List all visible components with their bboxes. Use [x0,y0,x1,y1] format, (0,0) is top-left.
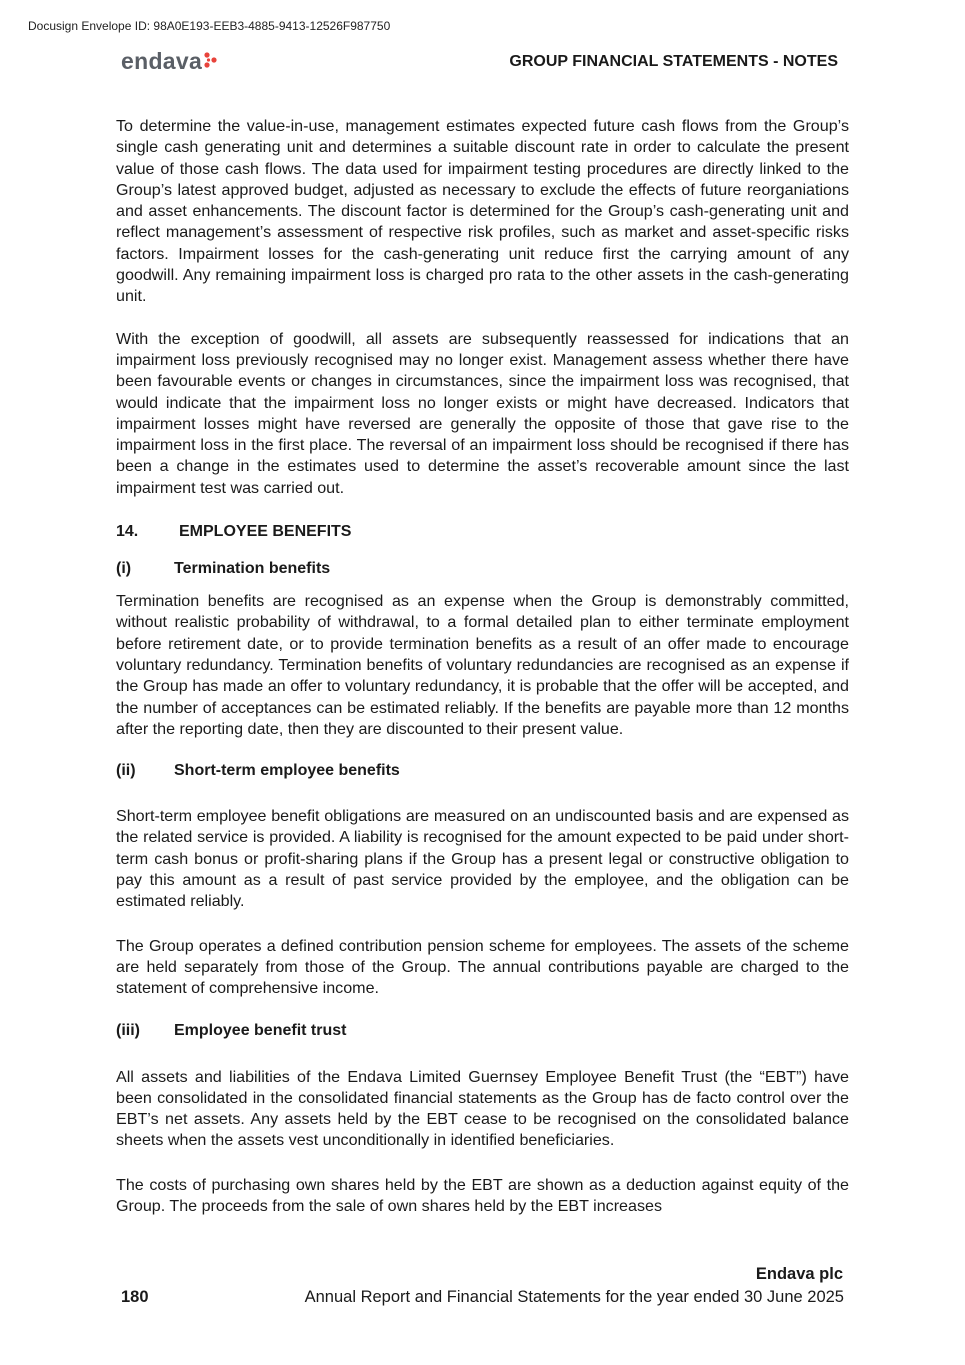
page-header-title: GROUP FINANCIAL STATEMENTS - NOTES [509,53,838,70]
logo-text: endava [121,48,203,74]
subheading-employee-benefit-trust [116,1022,849,1040]
subheading-termination-benefits [116,560,849,578]
endava-dots-icon [204,52,218,73]
page-content [116,116,849,1217]
subsection-title: Employee benefit trust [174,1021,347,1039]
paragraph-termination-benefits: Termination benefits are recognised as an expense when the Group is demonstrably committed, without realistic probability of withdrawal, to a formal detailed plan to either terminate employment before retirement date, or to provide termination benefits as a result of an offer made to encourage voluntary redundancy. Termination benefits of voluntary redundancies are recognised as an expense if the Group has made an offer to voluntary redundancy, it is probable that the offer will be accepted, and the number of acceptances can be estimated reliably. If the benefits are payable more than 12 months after the reporting date, then they are discounted to their present value. [116,592,849,738]
section-heading-employee-benefits [116,523,849,541]
endava-logo [121,48,218,75]
subsection-title: Termination benefits [174,560,331,578]
paragraph-impairment-reversal: With the exception of goodwill, all assets are subsequently reassessed for indications that an impairment loss previously recognised may no longer exist. Management assess whether there have been favourable events or changes in circumstances, since the impairment loss was recognised, that would indicate that the impairment loss no longer exists or might have decreased. Indicators that impairment losses might have reversed are generally the opposite of those that gave rise to the impairment loss in the first place. The reversal of an impairment loss should be recognised if there has been a change in the estimates used to determine the asset’s recoverable amount since the last impairment test was carried out. [116,329,849,497]
subheading-short-term-benefits [116,762,849,780]
footer-report-title: Annual Report and Financial Statements for the year ended 30 June 2025 [304,1288,844,1306]
section-title: EMPLOYEE BENEFITS [179,523,352,541]
subsection-number: (iii) [116,1021,140,1039]
footer-company-name: Endava plc [755,1265,843,1283]
paragraph-value-in-use: To determine the value-in-use, management estimates expected future cash flows from the Group’s single cash generating unit and determines a suitable discount rate in order to calculate the present value of those cash flows. The data used for impairment testing procedures are directly linked to the Group’s latest approved budget, adjusted as necessary to exclude the effects of future reorganiations and asset enhancements. The discount factor is determined for the Group’s cash-generating unit and reflect management’s assessment of respective risk profiles, such as market and asset-specific risks factors. Impairment losses for the cash-generating unit reduce first the carrying amount of any goodwill. Any remaining impairment loss is charged pro rata to the other assets in the cash-generating unit. [116,117,849,306]
paragraph-pension-scheme: The Group operates a defined contribution pension scheme for employees. The assets of the scheme are held separately from those of the Group. The annual contributions payable are charged to the statement of comprehensive income. [116,936,849,998]
footer-page-number: 180 [121,1288,149,1306]
subsection-number: (i) [116,560,132,578]
subsection-number: (ii) [116,762,136,780]
paragraph-ebt-consolidation: All assets and liabilities of the Endava Limited Guernsey Employee Benefit Trust (the “EBT”) have been consolidated in the consolidated financial statements as the Group has de facto control over the EBT’s net assets. Any assets held by the EBT cease to be recognised on the consolidated balance sheets when the assets vest unconditionally in identified beneficiaries. [116,1067,849,1150]
section-number: 14. [116,523,139,541]
paragraph-short-term-obligations: Short-term employee benefit obligations are measured on an undiscounted basis and are expensed as the related service is provided. A liability is recognised for the amount expected to be paid under short-term cash bonus or profit-sharing plans if the Group has a present legal or constructive obligation to pay this amount as a result of past service provided by the employee, and the obligation can be estimated reliably. [116,807,849,911]
docusign-envelope-id: Docusign Envelope ID: 98A0E193-EEB3-4885-9413-12526F987750 [28,19,391,33]
subsection-title: Short-term employee benefits [174,762,400,780]
paragraph-ebt-own-shares: The costs of purchasing own shares held by the EBT are shown as a deduction against equity of the Group. The proceeds from the sale of own shares held by the EBT increases [116,1175,849,1215]
